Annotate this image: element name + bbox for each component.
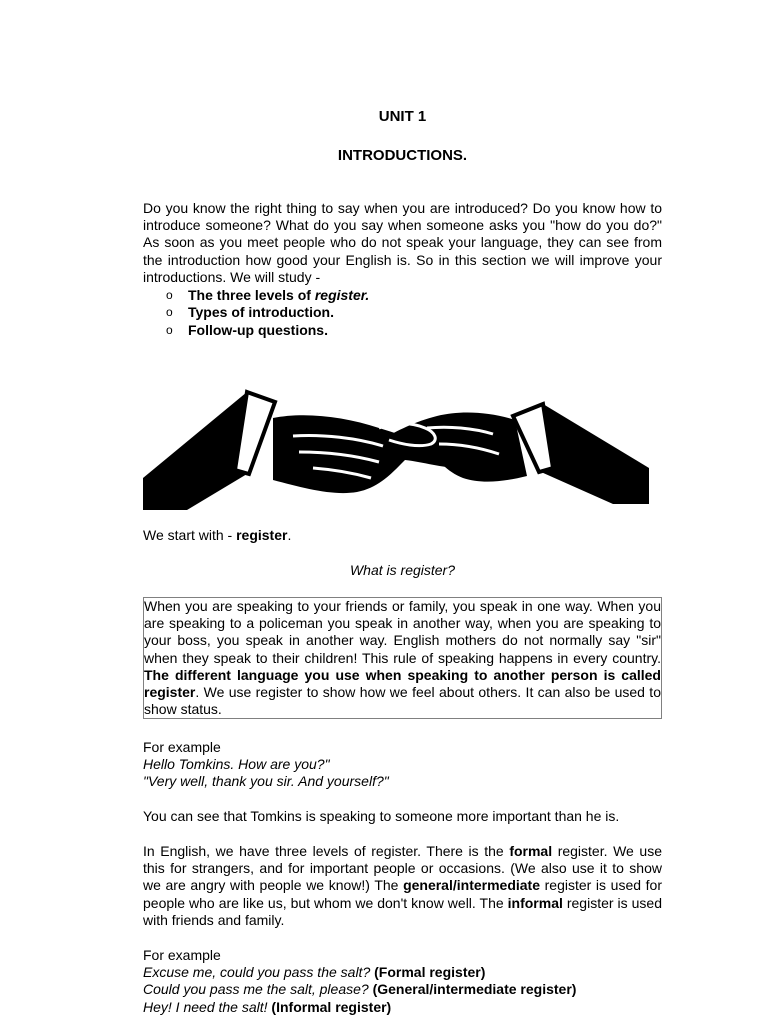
example-block-2 <box>143 947 662 1016</box>
example-phrase: Could you pass me the salt, please? <box>143 981 369 998</box>
definition-bold: The different language you use when speaking to another person is called register <box>144 666 661 701</box>
example-line <box>143 981 662 998</box>
definition-text-2: . We use register to show how we feel about others. It can also be used to show status. <box>144 684 661 718</box>
levels-text: register is used with friends and family. <box>143 894 662 928</box>
general-keyword: general/intermediate <box>403 877 540 894</box>
example-line <box>143 999 662 1016</box>
register-levels-paragraph <box>143 843 662 929</box>
bullet-marker: o <box>166 322 173 337</box>
register-tag: (Informal register) <box>271 998 392 1015</box>
start-suffix: . <box>287 527 292 543</box>
unit-title: UNIT 1 <box>378 108 427 125</box>
intro-paragraph: Do you know the right thing to say when you are introduced? Do you know how to introduce someone? What do you say when someone asks you "how do you do?" As soon as you meet people who do not speak your language, they can see from the introduction how good your English is. So in this section we will improve your introductions. We will study - <box>143 200 662 285</box>
bullet-marker: o <box>166 288 173 302</box>
example-label: For example <box>143 739 221 755</box>
section-title: INTRODUCTIONS. <box>337 147 468 164</box>
topic-register-prefix: The three levels of <box>188 287 315 303</box>
start-line <box>143 527 291 544</box>
handshake-illustration <box>143 388 649 510</box>
informal-keyword: informal <box>507 894 563 911</box>
list-item <box>143 322 662 339</box>
example-line: Hello Tomkins. How are you?" <box>143 756 330 773</box>
example-phrase: Excuse me, could you pass the salt? <box>143 964 371 981</box>
start-prefix: We start with - <box>143 527 237 543</box>
register-tag: (General/intermediate register) <box>372 981 577 998</box>
example-line: "Very well, thank you sir. And yourself?" <box>143 773 389 790</box>
list-item <box>143 287 662 304</box>
levels-text: register is used for people who are like us, but whom we don't know well. The <box>143 877 662 911</box>
explanation-text: You can see that Tomkins is speaking to someone more important than he is. <box>143 808 620 824</box>
study-topics-list <box>143 287 662 339</box>
levels-text: In English, we have three levels of register. There is the <box>143 843 510 859</box>
example-line <box>143 964 662 981</box>
example-phrase: Hey! I need the salt! <box>143 998 268 1015</box>
register-tag: (Formal register) <box>374 964 486 981</box>
list-item <box>143 304 662 321</box>
definition-box <box>143 597 662 719</box>
formal-keyword: formal <box>509 843 553 859</box>
question-heading: What is register? <box>349 562 456 578</box>
definition-text-1: When you are speaking to your friends or family, you speak in one way. When you are speaking to a policeman you speak in another way, when you are speaking to your boss, you speak in another way. English mothers do not normally say "sir" when they speak to their children! This rule of speaking happens in every country. <box>144 598 661 666</box>
example-label: For example <box>143 947 221 963</box>
example-block-1 <box>143 739 662 791</box>
bullet-marker: o <box>166 305 173 320</box>
topic-follow-up-questions: Follow-up questions. <box>188 321 328 338</box>
start-keyword: register <box>236 527 288 543</box>
levels-text: register. We use this for strangers, and for important people or occasions. (We also use it to show we are angry with people we know!) The <box>143 843 663 894</box>
topic-register-em: register. <box>314 287 370 303</box>
topic-introduction-types: Types of introduction. <box>188 304 334 321</box>
